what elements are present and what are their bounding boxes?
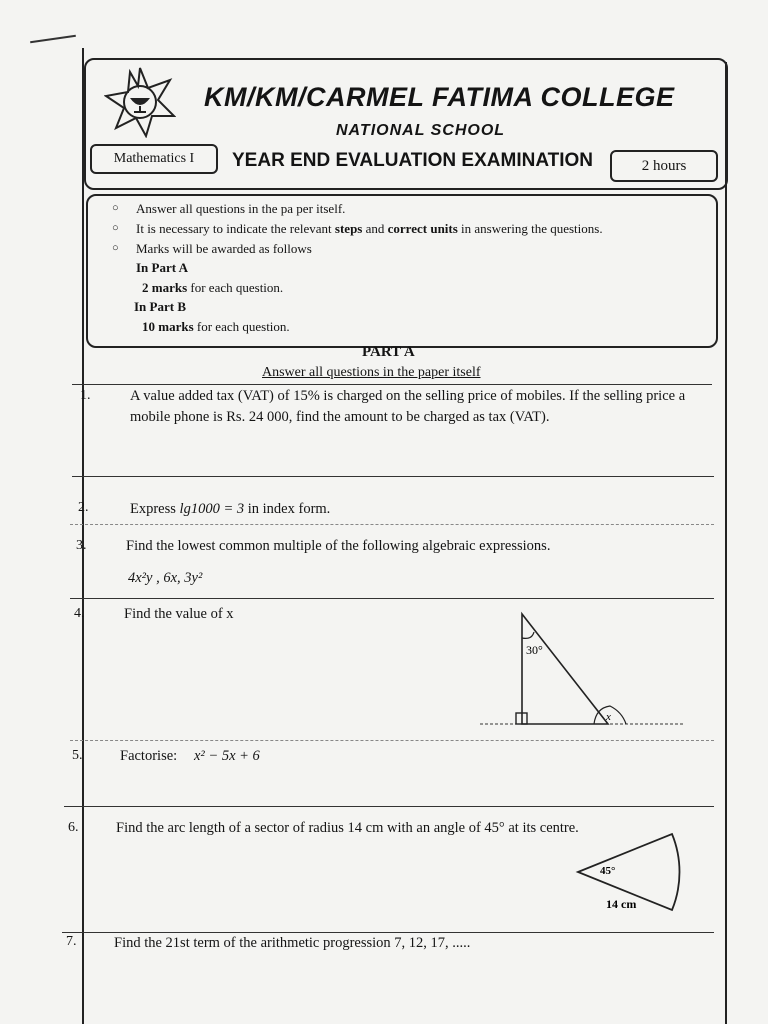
pen-mark xyxy=(30,35,76,43)
question-number: 7. xyxy=(66,934,77,949)
part-a-label: In Part A xyxy=(136,260,188,275)
instruction-2: It is necessary to indicate the relevant steps and correct units in answering the questions. xyxy=(136,221,603,236)
question-number: 6. xyxy=(68,820,79,835)
subject-label: Mathematics I xyxy=(90,144,218,174)
divider xyxy=(72,476,714,477)
question-number: 3. xyxy=(76,538,87,553)
question-text: A value added tax (VAT) of 15% is charged on the selling price of mobiles. If the selling price a mobile phone is Rs. 24 000, find the amount to be charged as tax (VAT). xyxy=(130,388,686,425)
sector-diagram xyxy=(572,830,692,920)
question-text: Factorise: xyxy=(120,748,178,764)
left-margin-line xyxy=(62,48,84,1024)
right-margin-line xyxy=(725,62,727,1024)
triangle-diagram xyxy=(478,610,688,730)
question-text: Find the arc length of a sector of radius 14 cm with an angle of 45° at its centre. xyxy=(116,820,579,836)
college-name: KM/KM/CARMEL FATIMA COLLEGE xyxy=(204,82,675,112)
question-number: 1. xyxy=(80,388,91,403)
question-expression: 4x²y , 6x, 3y² xyxy=(128,570,203,586)
divider xyxy=(70,598,714,599)
question-text: Find the 21st term of the arithmetic progression 7, 12, 17, ..... xyxy=(114,935,471,951)
angle-label-top: 30° xyxy=(526,643,543,657)
divider xyxy=(64,806,714,807)
school-name: NATIONAL SCHOOL xyxy=(336,122,506,139)
part-a-marks: 2 marks for each question. xyxy=(142,280,284,295)
part-title: PART A xyxy=(362,344,415,360)
angle-label-x: x xyxy=(606,711,611,723)
divider xyxy=(70,740,714,741)
question-text: Find the lowest common multiple of the following algebraic expressions. xyxy=(126,538,551,554)
question-number: 5. xyxy=(72,748,83,763)
exam-title: YEAR END EVALUATION EXAMINATION xyxy=(232,150,594,171)
instruction-1: Answer all questions in the pa per itself. xyxy=(136,201,346,216)
question-number: 4. xyxy=(74,606,85,621)
part-subtitle: Answer all questions in the paper itself xyxy=(262,365,481,380)
question-text: Find the value of x xyxy=(124,606,234,622)
divider xyxy=(70,524,714,525)
sector-angle-label: 45° xyxy=(600,865,616,877)
divider xyxy=(72,384,712,385)
instruction-3: Marks will be awarded as follows xyxy=(136,241,312,256)
question-number: 2. xyxy=(78,500,89,515)
school-logo xyxy=(104,66,176,138)
bullet-icon: ○ xyxy=(112,222,119,234)
part-b-label: In Part B xyxy=(134,299,186,314)
bullet-icon: ○ xyxy=(112,242,119,254)
sector-radius-label: 14 cm xyxy=(606,897,637,911)
bullet-icon: ○ xyxy=(112,202,119,214)
duration-label: 2 hours xyxy=(610,150,718,182)
question-text: Express lg1000 = 3 in index form. xyxy=(130,501,331,517)
question-expression: x² − 5x + 6 xyxy=(194,748,260,764)
part-b-marks: 10 marks for each question. xyxy=(142,319,290,334)
